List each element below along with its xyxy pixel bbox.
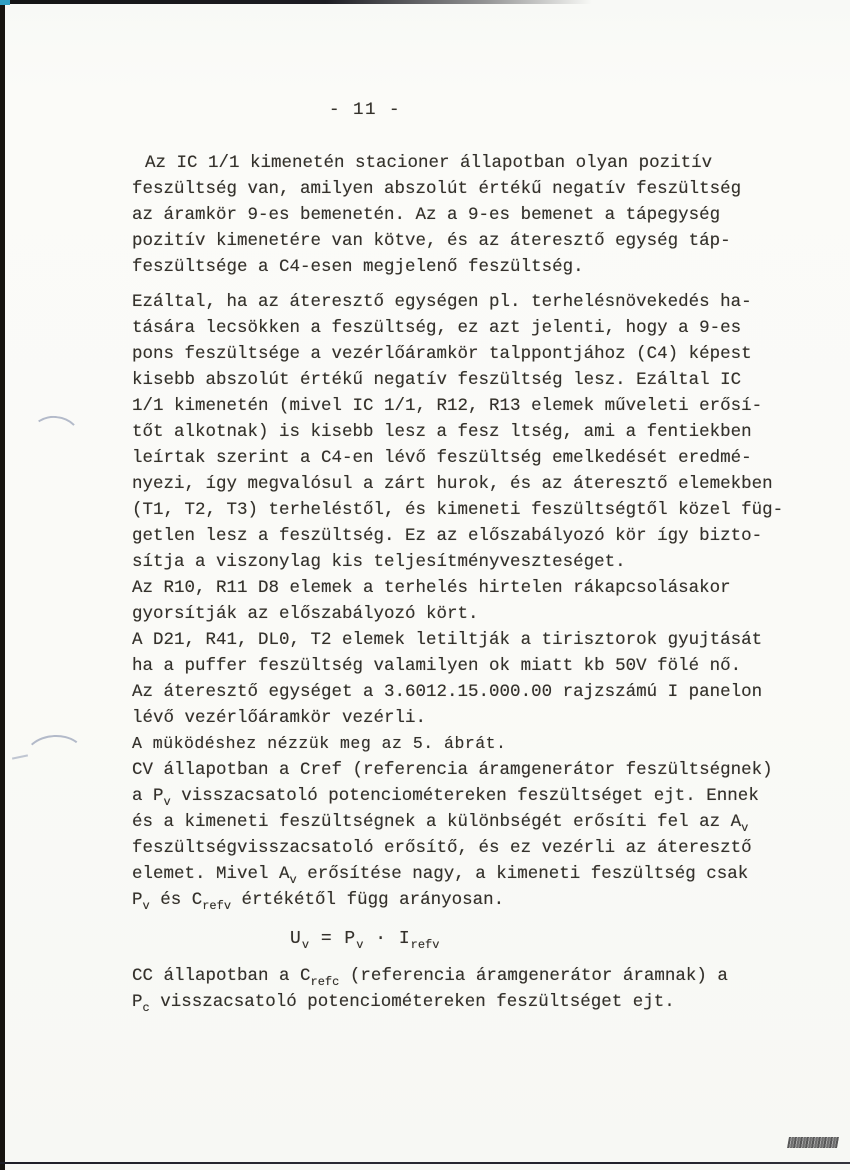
text-line: Az R10, R11 D8 elemek a terhelés hirtelen rákapcsolásakor xyxy=(132,578,731,598)
text-line: ha a puffer feszültség valamilyen ok miatt kb 50V fölé nő. xyxy=(132,656,742,676)
punch-arc-upper xyxy=(28,413,82,458)
text-line: tőt alkotnak) is kisebb lesz a fesz ltség, ami a fentiekben xyxy=(132,422,752,442)
text-line: feszültsége a C4-esen megjelenő feszültség. xyxy=(132,257,584,277)
paragraph-2 xyxy=(132,289,822,575)
scan-edge-top xyxy=(0,0,592,4)
barcode-smudge xyxy=(787,1137,839,1148)
text-line: sítja a viszonylag kis teljesítményveszteséget. xyxy=(132,552,626,572)
paragraph-4 xyxy=(132,627,822,731)
paragraph-1 xyxy=(132,150,822,280)
text-line: lévő vezérlőáramkör vezérli. xyxy=(132,708,427,728)
scan-corner-mark xyxy=(0,0,10,5)
text-line: $P_v$ és $C_{refv}$ értékétől függ arányosan. xyxy=(132,890,505,913)
text-line: leírtak szerint a C4-en lévő feszültség emelkedését eredmé- xyxy=(132,448,752,468)
text-line: Ezáltal, ha az áteresztő egységen pl. terhelésnövekedés ha- xyxy=(132,292,752,312)
page-number: - 11 - xyxy=(329,100,402,120)
text-line: Az IC 1/1 kimenetén stacioner állapotban olyan pozitív xyxy=(145,153,713,173)
paragraph-3 xyxy=(132,575,822,627)
formula-line: $U_v = P_v \cdot I_{refv}$ xyxy=(290,929,440,952)
punch-arc-lower xyxy=(23,733,87,782)
document-body xyxy=(132,150,822,1015)
text-line: kisebb abszolút értékű negatív feszültség lesz. Ezáltal IC xyxy=(132,370,742,390)
text-line: pozitív kimenetére van kötve, és az áteresztő egység táp- xyxy=(132,231,731,251)
text-line: nyezi, így megvalósul a zárt hurok, és az áteresztő elemekben xyxy=(132,474,773,494)
text-line: 1/1 kimenetén (mivel IC 1/1, R12, R13 elemek műveleti erősí- xyxy=(132,396,763,416)
text-line: A müködéshez nézzük meg az 5. ábrát. xyxy=(132,734,507,753)
text-line: tására lecsökken a feszültség, ez azt jelenti, hogy a 9-es xyxy=(132,318,742,338)
text-line: CC állapotban a $C_{refc}$ (referencia áramgenerátor áramnak) a xyxy=(132,966,728,989)
formula-uv xyxy=(290,926,822,952)
text-line: $P_c$ visszacsatoló potenciométereken feszültséget ejt. xyxy=(132,992,675,1015)
paragraph-5 xyxy=(132,731,822,757)
scan-edge-left xyxy=(0,0,5,1170)
text-line: CV állapotban a Cref (referencia áramgenerátor feszültségnek) xyxy=(132,760,773,780)
text-line: getlen lesz a feszültség. Ez az előszabályozó kör így bizto- xyxy=(132,526,763,546)
paragraph-7 xyxy=(132,963,822,1015)
text-line: (T1, T2, T3) terheléstől, és kimeneti feszültségtől közel füg- xyxy=(132,500,784,520)
text-line: és a kimeneti feszültségnek a különbségét erősíti fel az $A_v$ xyxy=(132,812,749,835)
text-line: Az áteresztő egységet a 3.6012.15.000.00 rajzszámú I panelon xyxy=(132,682,763,702)
text-line: feszültségvisszacsatoló erősítő, és ez vezérli az áteresztő xyxy=(132,838,752,858)
text-line: elemet. Mivel $A_v$ erősítése nagy, a kimeneti feszültség csak xyxy=(132,864,749,887)
text-line: feszültség van, amilyen abszolút értékű negatív feszültség xyxy=(132,179,742,199)
scan-edge-bottom xyxy=(0,1162,850,1164)
paragraph-6 xyxy=(132,757,822,913)
text-line: A D21, R41, DL0, T2 elemek letiltják a tirisztorok gyujtását xyxy=(132,630,763,650)
text-line: a $P_v$ visszacsatoló potenciométereken feszültséget ejt. Ennek xyxy=(132,786,759,809)
text-line: az áramkör 9-es bemenetén. Az a 9-es bemenet a tápegység xyxy=(132,205,721,225)
text-line: pons feszültsége a vezérlőáramkör talppontjához (C4) képest xyxy=(132,344,752,364)
text-line: gyorsítják az előszabályozó kört. xyxy=(132,604,479,624)
